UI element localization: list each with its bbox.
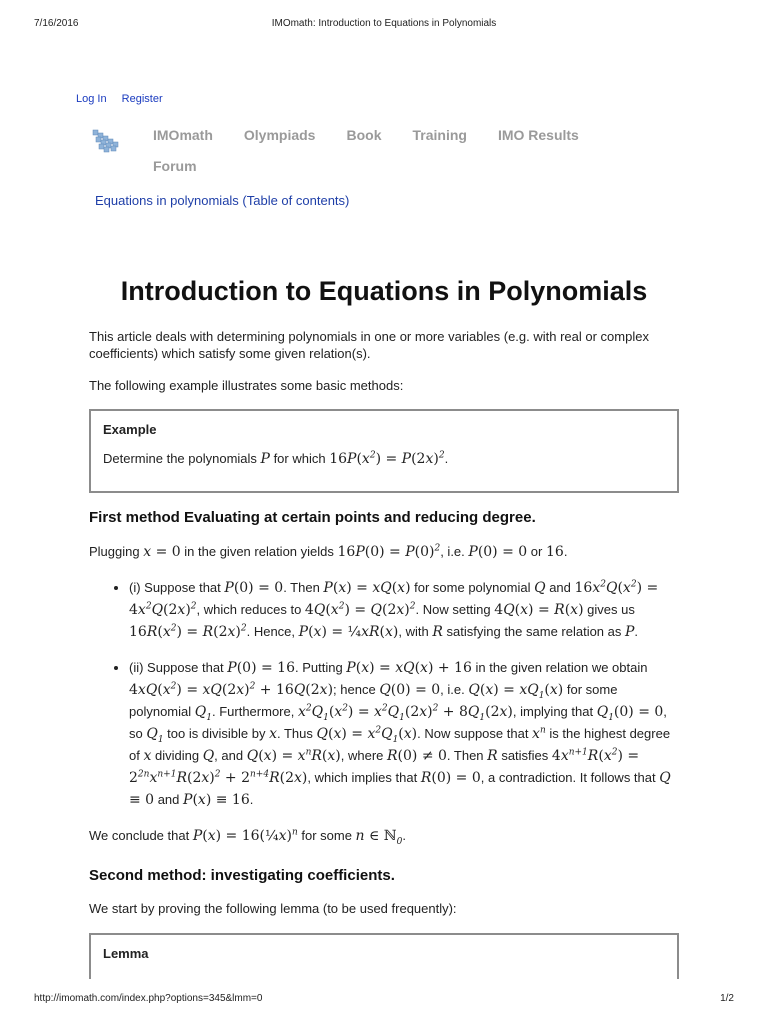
intro-lead: The following example illustrates some basic methods: [89,378,404,393]
nav-item-book[interactable]: Book [346,127,382,143]
intro-paragraph: This article deals with determining polynomials in one or more variables (e.g. with real or complex coefficients) which satisfy some given relation(s). [89,329,649,361]
nav-item-training[interactable]: Training [412,127,467,143]
page-title: Introduction to Equations in Polynomials [120,276,648,306]
print-page-title: IMOmath: Introduction to Equations in Polynomials [271,18,497,29]
login-link[interactable]: Log In [76,93,107,105]
nav-item-forum[interactable]: Forum [153,158,197,174]
print-header [34,18,734,32]
method1-lead: Plugging x = 0 in the given relation yields $16P(0) = P(0)^2$, i.e. P(0) = 0 or 16. [89,543,568,560]
example-title: Example [103,422,157,437]
nav-item-imomath[interactable]: IMOmath [153,127,213,143]
print-url: http://imomath.com/index.php?options=345&lmm=0 [34,993,263,1004]
case-1: • (i) Suppose that P(0) = 0. Then P(x) = xQ(x) for some polynomial Q and $16x^2Q(x^2) = 4x^2Q(2x)^2$, which reduces to $4Q(x^2) = Q(2x)^2$. Now setting 4Q(x) = R(x) gives us $16R(x^2) = R(2x)^2$. Hence, P(x) = ¼xR(x), with R satisfying the same relation as P. [129,577,681,643]
conclusion: We conclude that P(x) = 16(¼x)$^n$ for some n ∈ ℕ$_0$. [89,827,406,847]
toc-link[interactable]: Equations in polynomials (Table of contents) [95,193,350,208]
case-2: • (ii) Suppose that P(0) = 16. Putting P(x) = xQ(x) + 16 in the given relation we obtain $4xQ(x^2) = xQ(2x)^2 + 16Q(2x)$; hence Q(0) = 0, i.e. $Q(x) = xQ_1(x)$ for some polynomial $Q_1$. Furthermore, $x^2Q_1(x^2) = x^2Q_1(2x)^2 + 8Q_1(2x)$, implying that $Q_1(0) = 0$, so $Q_1$ too is divisible by x. Thus $Q(x) = x^2Q_1(x)$. Now suppose that $x^n$ is the highest degree of x dividing Q, and $Q(x) = x^nR(x)$, where R(0) ≠ 0. Then R satisfies $4x^{n+1}R(x^2) = 2^{2n}x^{n+1}R(2x)^2 + 2^{n+4}R(2x)$, which implies that R(0) = 0, a contradiction. It follows that Q ≡ 0 and P(x) ≡ 16. [129,657,681,811]
auth-links [76,93,175,105]
lemma-title: Lemma [103,946,149,961]
main-nav [153,127,633,189]
lemma-box [89,933,679,979]
case-list [89,577,681,811]
method1-heading: First method Evaluating at certain points and reducing degree. [89,509,536,526]
imomath-logo-icon[interactable] [92,126,122,154]
example-box [89,409,679,493]
nav-item-imo-results[interactable]: IMO Results [497,127,579,143]
print-page-number: 1/2 [720,993,734,1004]
print-footer [34,993,734,1007]
example-text: Determine the polynomials P for which $16P(x^2) = P(2x)^2$. [103,450,449,467]
nav-item-olympiads[interactable]: Olympiads [243,127,316,143]
article-body [89,328,681,979]
register-link[interactable]: Register [121,93,163,105]
print-date: 7/16/2016 [34,18,79,29]
method2-heading: Second method: investigating coefficients. [89,867,395,884]
method2-lead: We start by proving the following lemma (to be used frequently): [89,901,457,916]
